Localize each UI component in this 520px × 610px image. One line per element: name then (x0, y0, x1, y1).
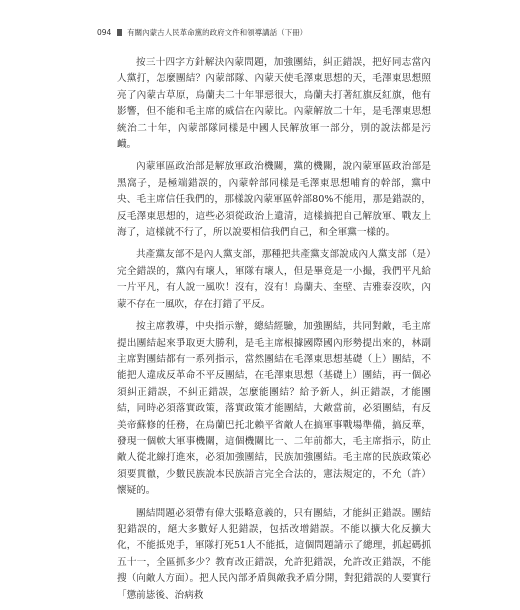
text-body (117, 55, 431, 610)
paragraph: 按主席教導，中央指示辦，總結經驗，加強團結，共同對敵，毛主席提出團結起來爭取更大勝利，是毛主席根據國際國內形勢提出來的，林副主席對團結都有一系列指示，當然團結在毛澤東思想基礎（上）團結，不能把人違成反革命不平反團結，在毛澤東思想（基礎上）團結，再一個必須糾正錯誤，不糾正錯誤，怎麼能團結？給予新人，糾正錯誤，才能團結，同時必須落實政策，落實政策才能團結，大敵當前，必須團結，有反美帝蘇修的任務，在烏蘭巴托北賴平省敵人在搞軍事戰場準備，搞反華，發現一個軟大軍事機關，這個機關比一、二年前都大，毛主席指示，防止敵人從北線打進來，必須加強團結，民族加強團結。毛主席的民族政策必須要貫徹，少數民族說本民族語言完全合法的，憲法規定的，不允（許）懷疑的。 (117, 321, 431, 497)
header-marker-icon (117, 29, 122, 36)
page-header (97, 27, 427, 38)
paragraph: 內蒙軍區政治部是解放軍政治機關，黨的機關，說內蒙軍區政治部是黑窩子，是極端錯誤的，內蒙幹部同樣是毛澤東思想哺育的幹部，黨中央、毛主席信任我們的，那樣說內蒙軍區幹部80%不能用，那是錯誤的，反毛澤東思想的，這些必須從政治上遺清，這樣搞把自己解放軍、戰友上海了，這樣就不行了，所以說要相信我們自己，和全軍黨一樣的。 (117, 161, 431, 239)
paragraph: 團結問題必須帶有偉大張略意義的，只有團結，才能糾正錯誤。團結犯錯誤的，絕大多數好人犯錯誤，包括改增錯誤。不能以擴大化反擴大化，不能抵兇手，軍隊打死51人不能抵，這個問題請示了總理，抓起碼抓五十一，全區抓多少？教育改正錯誤，允許犯錯誤，允許改正錯誤，不能搜（向敵人方面）。把人民內部矛盾與敵我矛盾分開，對犯錯誤的人要實行「懲前毖後、治病救 (117, 507, 431, 601)
book-title: 有關內蒙古人民革命黨的政府文件和領導講話（下冊） (127, 28, 308, 37)
paragraph: 按三十四字方針解決內蒙問題，加強團結，糾正錯誤，把好同志當內人黨打，怎麼團結？內蒙部隊、內蒙天使毛澤東思想的天，毛澤東思想照亮了內蒙古草原，烏蘭夫二十年罪惡很大，烏蘭夫打著紅旗反紅旗，他有影響，但不能和毛主席的威信在內蒙比。內蒙解放二十年，是毛澤東思想統治二十年，內蒙部隊同樣是中國人民解放軍一部分，別的說法都是污衊。 (117, 57, 431, 151)
paragraph: 共產黨友部不是內人黨支部，那種把共產黨支部說成內人黨支部（是）完全錯誤的，黨內有壞人，軍隊有壞人，但是畢竟是一小撮，我們平凡給一片平凡，有人說一風吹！沒有，沒有！烏蘭夫、奎壁、吉雅泰沒吹，內蒙不存在一風吹，存在打錯了平反。 (117, 249, 431, 310)
page-number: 094 (97, 28, 112, 37)
